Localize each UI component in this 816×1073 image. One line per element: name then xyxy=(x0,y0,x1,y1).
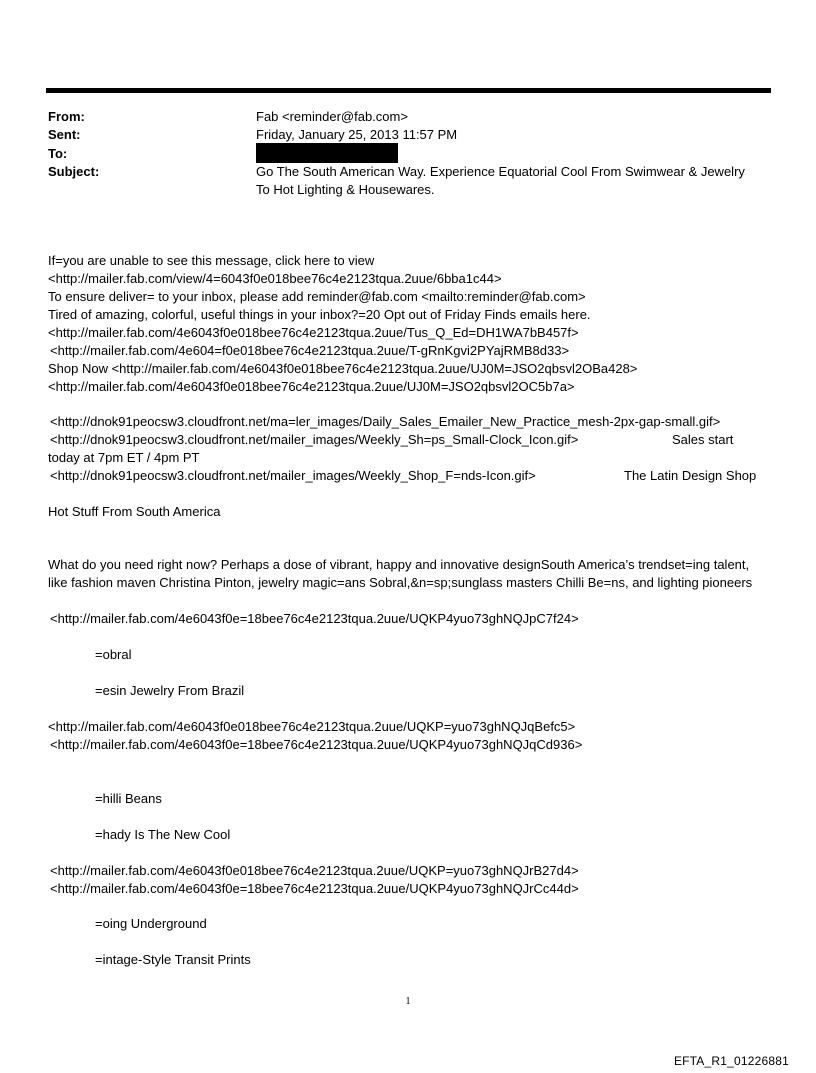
body-line-deliver: To ensure deliver= to your inbox, please add reminder@fab.com <mailto:reminder@fab.com> xyxy=(48,289,586,304)
body-link-opt-out: <http://mailer.fab.com/4e6043f0e018bee76c4e2123tqua.2uue/Tus_Q_Ed=DH1WA7bB457f> xyxy=(48,325,579,340)
item-chilli-beans: =hilli Beans xyxy=(95,791,162,806)
item-transit-prints: =intage-Style Transit Prints xyxy=(95,952,251,967)
page-number: 1 xyxy=(405,996,411,1007)
body-line-shop-now: Shop Now <http://mailer.fab.com/4e6043f0e018bee76c4e2123tqua.2uue/UJ0M=JSO2qbsvl2OBa428> xyxy=(48,361,638,376)
item-resin-jewelry: =esin Jewelry From Brazil xyxy=(95,683,245,698)
header-rule xyxy=(46,88,771,93)
sales-start-text: Sales start xyxy=(672,432,734,447)
sent-value: Friday, January 25, 2013 11:57 PM xyxy=(256,127,458,142)
to-label: To: xyxy=(48,146,68,161)
item-going-underground: =oing Underground xyxy=(95,916,207,931)
from-label: From: xyxy=(48,109,85,124)
intro-paragraph: What do you need right now? Perhaps a dose of vibrant, happy and innovative designSouth America’s trendset=ing talent, like fashion maven Christina Pinton, jewelry magic=ans Sobral,&n=sp;sunglass masters Chilli Be=ns, and lighting pioneers xyxy=(48,557,753,590)
redaction-block xyxy=(256,143,398,163)
shop-name-text: The Latin Design Shop xyxy=(624,468,757,483)
body-link-2: <http://mailer.fab.com/4e604=f0e018bee76c4e2123tqua.2uue/T-gRnKgvi2PYajRMB8d33> xyxy=(50,343,570,358)
body-link-7: <http://mailer.fab.com/4e6043f0e018bee76c4e2123tqua.2uue/UQKP=yuo73ghNQJrB27d4> xyxy=(50,863,579,878)
bates-number: EFTA_R1_01226881 xyxy=(673,1054,789,1068)
subject-label: Subject: xyxy=(48,164,100,179)
body-link-5: <http://mailer.fab.com/4e6043f0e018bee76c4e2123tqua.2uue/UQKP=yuo73ghNQJqBefc5> xyxy=(48,719,576,734)
subject-value: Go The South American Way. Experience Equatorial Cool From Swimwear & Jewelry To Hot Lighting & Housewares. xyxy=(256,164,745,197)
sales-time-text: today at 7pm ET / 4pm PT xyxy=(48,450,200,465)
body-link-6: <http://mailer.fab.com/4e6043f0e=18bee76c4e2123tqua.2uue/UQKP4yuo73ghNQJqCd936> xyxy=(50,737,583,752)
body-link-image-clock: <http://dnok91peocsw3.cloudfront.net/mailer_images/Weekly_Sh=ps_Small-Clock_Icon.gif> xyxy=(50,432,579,447)
body-link-image-finds: <http://dnok91peocsw3.cloudfront.net/mailer_images/Weekly_Shop_F=nds-Icon.gif> xyxy=(50,468,536,483)
item-shady-cool: =hady Is The New Cool xyxy=(95,827,231,842)
from-value: Fab <reminder@fab.com> xyxy=(256,109,408,124)
body-line-opt-out: Tired of amazing, colorful, useful things in your inbox?=20 Opt out of Friday Finds emails here. xyxy=(48,307,591,322)
item-sobral: =obral xyxy=(95,647,132,662)
body-link-image-mesh: <http://dnok91peocsw3.cloudfront.net/ma=ler_images/Daily_Sales_Emailer_New_Practice_mesh-2px-gap-small.gif> xyxy=(50,414,721,429)
sent-label: Sent: xyxy=(48,127,81,142)
section-heading: Hot Stuff From South America xyxy=(48,504,221,519)
body-line-view-message: If=you are unable to see this message, click here to view xyxy=(48,253,375,268)
body-link-view: <http://mailer.fab.com/view/4=6043f0e018bee76c4e2123tqua.2uue/6bba1c44> xyxy=(48,271,502,286)
body-link-4: <http://mailer.fab.com/4e6043f0e=18bee76c4e2123tqua.2uue/UQKP4yuo73ghNQJpC7f24> xyxy=(50,611,579,626)
body-link-8: <http://mailer.fab.com/4e6043f0e=18bee76c4e2123tqua.2uue/UQKP4yuo73ghNQJrCc44d> xyxy=(50,881,579,896)
body-link-3: <http://mailer.fab.com/4e6043f0e018bee76c4e2123tqua.2uue/UJ0M=JSO2qbsvl2OC5b7a> xyxy=(48,379,575,394)
